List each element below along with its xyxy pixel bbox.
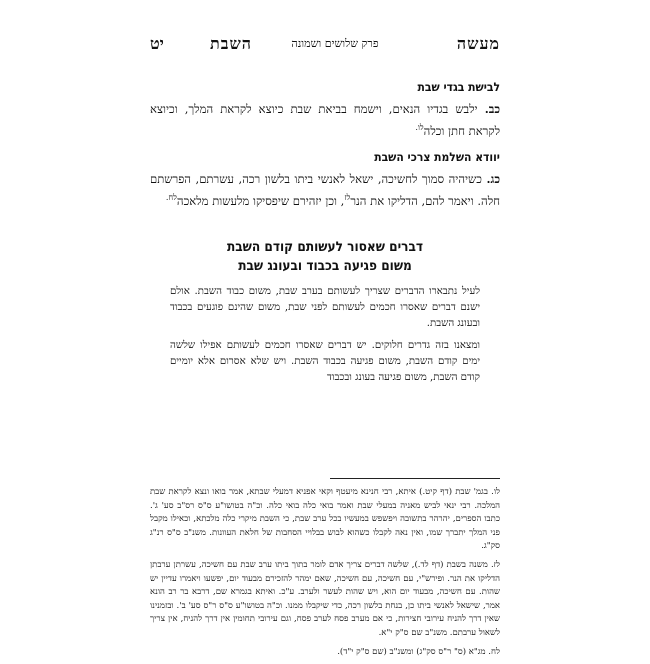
- paragraph-text: , וכן יזהירם שיפסיקו מלעשות מלאכה: [176, 193, 345, 208]
- running-head-chapter: פרק שלושים ושמונה: [291, 37, 379, 50]
- paragraph-text: ילבש בגדיו הנאים, וישמח בביאת שבת כיוצא לקראת המלך, וכיוצא לקראת חתן וכלה: [150, 102, 500, 138]
- footnote: לח. מג"א (ס" ר"ס סק"ג) ומשנ"ב (שם ס"ק י"ד).: [337, 646, 500, 657]
- section-title: [150, 238, 500, 276]
- running-head-book-title-left: השבת: [210, 34, 252, 53]
- running-head: [150, 34, 500, 56]
- footnote: לו. בגמ' שבת (דף קיט.) איתא, רבי חנינא מיעטף וקאי אפניא דמעלי שבתא, אמר בואו ונצא לקראת שבת המלכה. רבי ינאי לביש מאניה במעלי שבת ואמר בואי כלה בואי כלה. וכ"ה בטושו"ע ס"ס רס"ב סע' ג'. כתבו הספרים, יהרהר בתשובה ויפשפש במעשיו בכל ערב שבת, כי השבת מיקרי כלה מלכתא, וכאילו מקבל פני המלך יתברך שמו, ואין נאה לקבלו כשהוא לבוש בבלויי הסחבות של חלאת העוונות. משנ"ב ס"ס רנ"ג סק"ג.: [150, 487, 500, 552]
- page-number: יט: [150, 34, 164, 53]
- section-intro: [170, 284, 480, 392]
- footnotes: [150, 486, 500, 664]
- running-head-book-title-right: מעשה: [456, 34, 500, 53]
- intro-paragraph: לעיל נתבארו הדברים שצריך לעשותם בערב שבת, משום כבוד השבת. אולם ישנם דברים שאסרו חכמים לעשותם לפני שבת, משום שהינם פוגעים בכבוד ובעונג השבת.: [170, 286, 480, 329]
- intro-paragraph: ומצאנו בזה גדרים חלוקים. יש דברים שאסרו חכמים לעשותם אפילו שלשה ימים קודם השבת, משום פגיעה בכבוד השבת. ויש שלא אסרום אלא יומיים קודם השבת, משום פגיעה בעונג ובכבוד: [170, 340, 480, 383]
- section-shabbat-clothes: [150, 80, 500, 140]
- footnote-ref: לח.: [165, 192, 177, 202]
- footnote: לז. משנה בשבת (דף לד.), שלשה דברים צריך אדם לומר בתוך ביתו ערב שבת עם חשיכה, עשרתן ערבתן הדליקו את הנר. ופירש"י, עם חשיכה, עם חשיכה, שאם ימהר להזכירם מבעוד יום, יפשעו ויאמרו עדיין יש שהות. עם חשיכה, מבעוד יום הוא, ויש שהות לעשר ולערב. ע"כ. ואיתא בגמרא שם, דרבא בר רב הונא אמר, שישאל לאנשי ביתו כן, בנחת בלשון רכה, כדי שיקבלו ממנו. וכ"ה בטושו"ע ס"ס ר"ס סע' ב'. ובזמנינו שאין דרך להניח עירובי חצירות, כי אם מערב פסח לערב פסח, וגם עירובי תחומין אין דרך להניח, אין צריך לשאול ערבתם. משנ"ב שם ס"ק י"א.: [150, 559, 500, 638]
- footnote-ref: לז: [344, 192, 351, 202]
- section-paragraph: [150, 100, 500, 140]
- section-heading: לבישת בגדי שבת: [417, 80, 500, 94]
- section-heading: יוודא השלמת צרכי השבת: [374, 150, 500, 164]
- footnote-divider: [330, 478, 500, 479]
- paragraph-number: כב.: [484, 102, 500, 116]
- paragraph-text: כשיהיה סמוך לחשיכה, ישאל לאנשי ביתו בלשון רכה, עשרתם, הפרשתם חלה. ויאמר להם, הדליקו את הנר: [150, 172, 500, 208]
- section-shabbat-needs: [150, 150, 500, 210]
- paragraph-number: כג.: [486, 172, 500, 186]
- section-title-line2: משום פגיעה בכבוד ובעונג שבת: [238, 258, 412, 274]
- footnote-ref: לו.: [415, 122, 424, 132]
- section-paragraph: [150, 170, 500, 210]
- section-title-line1: דברים שאסור לעשותם קודם השבת: [226, 239, 424, 255]
